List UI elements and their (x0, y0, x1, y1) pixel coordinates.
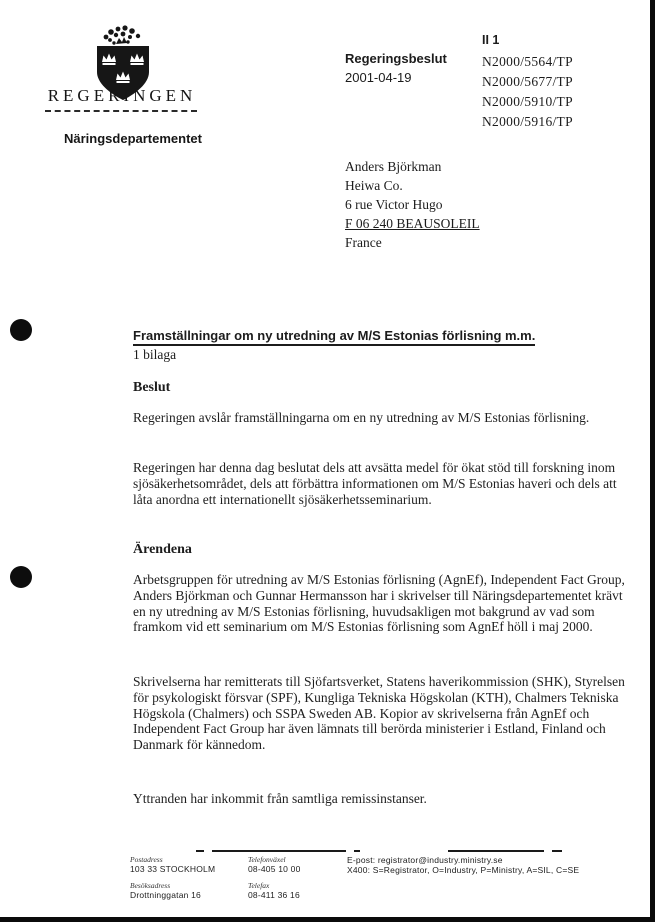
footer-label: Postadress (130, 855, 163, 864)
reference-number: N2000/5677/TP (482, 74, 573, 89)
recipient-name: Anders Björkman (345, 159, 442, 174)
footer-postal-column (130, 855, 215, 907)
subject-title: Framställningar om ny utredning av M/S Estonias förlisning m.m. (133, 328, 535, 343)
footer-phone-column (248, 855, 301, 907)
reference-number: N2000/5916/TP (482, 114, 573, 129)
body-paragraph: Regeringen avslår framställningarna om en ny utredning av M/S Estonias förlisning. (133, 410, 590, 425)
scan-edge-bottom (0, 917, 655, 922)
reference-numbers (482, 52, 573, 132)
case-mark: II 1 (482, 33, 500, 47)
footer-label: Telefax (248, 881, 270, 890)
footer-rule (212, 850, 346, 852)
recipient-address (345, 157, 480, 252)
recipient-country: France (345, 235, 382, 250)
footer-rule (196, 850, 204, 852)
footer-rule (552, 850, 562, 852)
hole-punch-mark (10, 566, 32, 588)
footer-label: Telefonväxel (248, 855, 286, 864)
recipient-street: 6 rue Victor Hugo (345, 197, 443, 212)
footer-value: Drottninggatan 16 (130, 890, 201, 900)
section-heading-arendena: Ärendena (133, 542, 192, 557)
reference-number: N2000/5564/TP (482, 54, 573, 69)
hole-punch-mark (10, 319, 32, 341)
footer-x400: X400: S=Registrator, O=Industry, P=Ministry, A=SIL, C=SE (347, 865, 580, 875)
footer-value: 08-411 36 16 (248, 890, 300, 900)
footer-rule (354, 850, 360, 852)
footer-email: E-post: registrator@industry.ministry.se (347, 855, 503, 865)
recipient-city: F 06 240 BEAUSOLEIL (345, 216, 480, 231)
footer-rule (448, 850, 544, 852)
reference-number: N2000/5910/TP (482, 94, 573, 109)
scan-edge-right (650, 0, 655, 922)
wordmark-underline (45, 110, 197, 112)
body-paragraph: Yttranden har inkommit från samtliga remissinstanser. (133, 791, 427, 806)
recipient-company: Heiwa Co. (345, 178, 403, 193)
body-paragraph: Regeringen har denna dag beslutat dels att avsätta medel för ökat stöd till forskning inom sjösäkerhetsområdet, dels att förbättra informationen om M/S Estonias haveri och dels att låta anordna ett internationellt sjösäkerhetsseminarium. (133, 460, 617, 507)
document-date: 2001-04-19 (345, 70, 412, 85)
body-paragraph: Skrivelserna har remitterats till Sjöfartsverket, Statens haverikommission (SHK), Styrelsen för psykologiskt försvar (SPF), Kungliga Tekniska Högskolan (KTH), Chalmers Tekniska Högskola (Chalmers) och SSPA Sweden AB. Kopior av skrivelserna från AgnEf och Independent Fact Group har även lämnats till berörda ministerier i Estland, Finland och Danmark för kännedom. (133, 674, 625, 753)
section-heading-beslut: Beslut (133, 380, 171, 395)
government-wordmark: REGERINGEN (47, 86, 197, 105)
department-name: Näringsdepartementet (64, 131, 202, 146)
document-type: Regeringsbeslut (345, 51, 447, 66)
enclosure-note: 1 bilaga (133, 347, 177, 362)
footer-label: Besöksadress (130, 881, 171, 890)
footer-value: 08-405 10 00 (248, 864, 301, 874)
footer-value: 103 33 STOCKHOLM (130, 864, 216, 874)
body-paragraph: Arbetsgruppen för utredning av M/S Estonias förlisning (AgnEf), Independent Fact Group, Anders Björkman och Gunnar Hermansson har i skrivelser till Näringsdepartementet krävt en ny utredning av M/S Estonias förlisning, huvudsakligen mot bakgrund av vad som framkom vid ett seminarium om M/S Estonias förlisning som AgnEf höll i maj 2000. (133, 572, 625, 635)
footer-email-column (347, 855, 579, 875)
